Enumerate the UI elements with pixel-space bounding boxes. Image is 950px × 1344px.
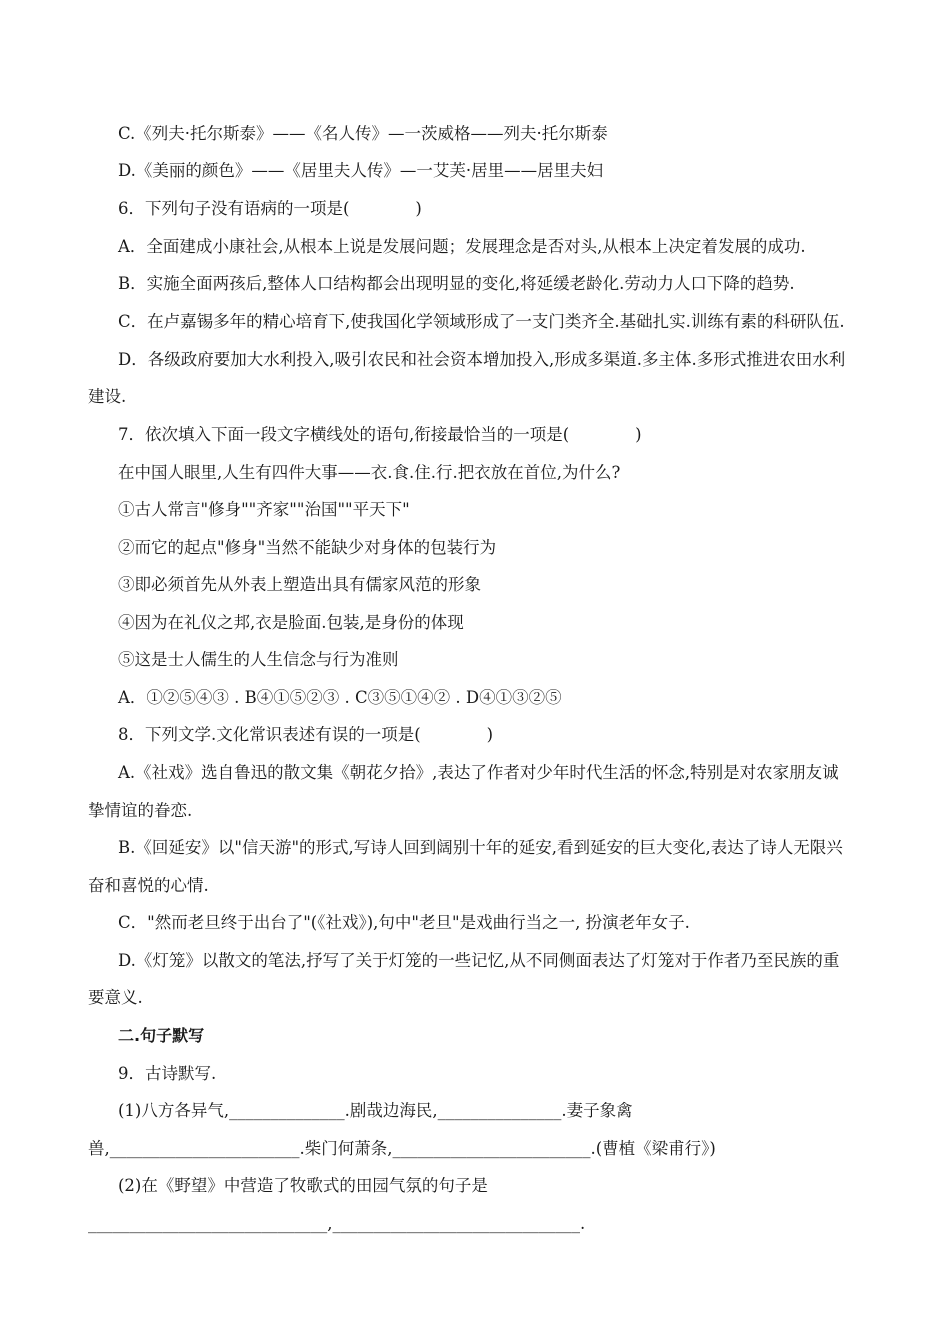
question-9: 9．古诗默写. — [118, 1064, 217, 1083]
question-7-sentence-4: ④因为在礼仪之邦,衣是脸面.包装,是身份的体现 — [118, 613, 464, 632]
question-8-option-d: D.《灯笼》以散文的笔法,抒写了关于灯笼的一些记忆,从不同侧面表达了灯笼对于作者乃至民族的重 — [118, 951, 840, 970]
question-9-part-2-blanks: _____________________________,______________________________. — [88, 1214, 586, 1233]
question-8-option-d-cont: 要意义. — [88, 988, 143, 1007]
question-6-option-c: C．在卢嘉锡多年的精心培育下,使我国化学领域形成了一支门类齐全.基础扎实.训练有素的科研队伍. — [118, 312, 845, 331]
option-d-line: D.《美丽的颜色》——《居里夫人传》—一艾芙·居里——居里夫妇 — [118, 161, 604, 180]
section-2-heading: 二.句子默写 — [118, 1026, 205, 1045]
question-8-option-c: C．"然而老旦终于出台了"(《社戏》),句中"老旦"是戏曲行当之一, 扮演老年女子. — [118, 913, 690, 932]
question-7-intro: 在中国人眼里,人生有四件大事——衣.食.住.行.把衣放在首位,为什么? — [118, 463, 621, 482]
question-6-option-a: A．全面建成小康社会,从根本上说是发展问题；发展理念是否对头,从根本上决定着发展的成功. — [118, 237, 806, 256]
question-6: 6．下列句子没有语病的一项是( ) — [118, 199, 422, 218]
question-8-option-a-cont: 挚情谊的眷恋. — [88, 801, 193, 820]
question-7-sentence-3: ③即必须首先从外表上塑造出具有儒家风范的形象 — [118, 575, 481, 594]
question-9-part-2: (2)在《野望》中营造了牧歌式的田园气氛的句子是 — [118, 1176, 488, 1195]
question-9-part-1: (1)八方各异气,______________.剧哉边海民,_______________.妻子象禽 — [118, 1101, 633, 1120]
question-6-option-d: D．各级政府要加大水利投入,吸引农民和社会资本增加投入,形成多渠道.多主体.多形式推进农田水利 — [118, 350, 846, 369]
question-7-sentence-5: ⑤这是士人儒生的人生信念与行为准则 — [118, 650, 399, 669]
option-c-line: C.《列夫·托尔斯泰》——《名人传》—一茨威格——列夫·托尔斯泰 — [118, 124, 608, 143]
question-7-sentence-1: ①古人常言"修身""齐家""治国""平天下" — [118, 500, 410, 519]
question-8-option-b: B.《回延安》以"信天游"的形式,写诗人回到阔别十年的延安,看到延安的巨大变化,表达了诗人无限兴 — [118, 838, 843, 857]
question-9-part-1-cont: 兽,_______________________.柴门何萧条,________________________.(曹植《梁甫行》) — [88, 1139, 716, 1158]
question-6-option-b: B．实施全面两孩后,整体人口结构都会出现明显的变化,将延缓老龄化.劳动力人口下降的趋势. — [118, 274, 795, 293]
question-8: 8．下列文学.文化常识表述有误的一项是( ) — [118, 725, 494, 744]
question-7-options: A．①②⑤④③ . B④①⑤②③ . C③⑤①④② . D④①③②⑤ — [118, 688, 562, 707]
question-7-sentence-2: ②而它的起点"修身"当然不能缺少对身体的包装行为 — [118, 538, 497, 557]
question-7: 7．依次填入下面一段文字横线处的语句,衔接最恰当的一项是( ) — [118, 425, 642, 444]
question-8-option-b-cont: 奋和喜悦的心情. — [88, 876, 209, 895]
question-6-option-d-cont: 建设. — [88, 387, 127, 406]
question-8-option-a: A.《社戏》选自鲁迅的散文集《朝花夕拾》,表达了作者对少年时代生活的怀念,特别是对农家朋友诚 — [118, 763, 839, 782]
